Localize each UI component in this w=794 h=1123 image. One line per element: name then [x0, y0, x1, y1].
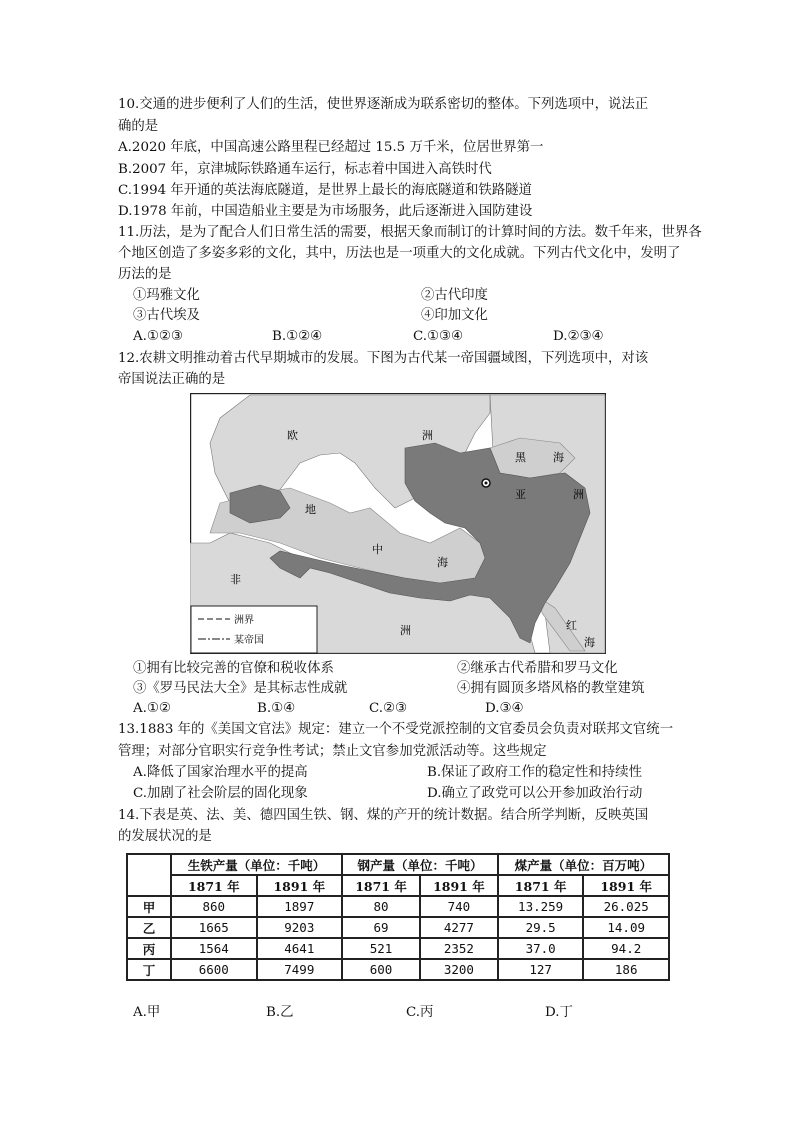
- label-black-1: 黑: [515, 451, 526, 464]
- q10-stem-line1: 10.交通的进步便利了人们的生活，使世界逐渐成为联系密切的整体。下列选项中，说法正: [118, 97, 649, 112]
- year-cell: 1871 年: [342, 875, 420, 896]
- empire-territory-map: [190, 393, 606, 654]
- table-cell: 29.5: [498, 917, 584, 938]
- q12-option-b: B.①④: [257, 701, 296, 716]
- table-row: [127, 938, 669, 959]
- q13-option-d: D.确立了政党可以公开参加政治行动: [427, 786, 643, 801]
- q12-item-4: ④拥有圆顶多塔风格的教堂建筑: [457, 681, 645, 696]
- row-label: 丙: [127, 938, 171, 959]
- table-cell: 600: [342, 959, 420, 980]
- year-cell: 1891 年: [420, 875, 498, 896]
- q11-option-a: A.①②③: [133, 329, 183, 344]
- q11-stem-line1: 11.历法，是为了配合人们日常生活的需要，根据天象而制订的计算时间的方法。数千年来，世界各: [118, 225, 702, 240]
- q11-item-1: ①玛雅文化: [133, 288, 200, 303]
- q11-item-4: ④印加文化: [421, 308, 488, 323]
- year-cell: 1871 年: [171, 875, 257, 896]
- q12-item-1: ①拥有比较完善的官僚和税收体系: [133, 661, 334, 676]
- year-cell: 1891 年: [583, 875, 669, 896]
- header-coal: 煤产量（单位：百万吨）: [498, 854, 669, 875]
- q13-option-c: C.加剧了社会阶层的固化现象: [133, 786, 308, 801]
- q14-option-d: D.丁: [545, 1005, 573, 1020]
- q13-stem-line1: 13.1883 年的《美国文官法》规定：建立一个不受党派控制的文官委员会负责对联邦文官统一: [118, 722, 674, 737]
- q14-stem-line2: 的发展状况的是: [118, 829, 212, 844]
- q11-item-3: ③古代埃及: [133, 308, 200, 323]
- table-row: [127, 959, 669, 980]
- q12-item-2: ②继承古代希腊和罗马文化: [457, 661, 618, 676]
- q12-item-3: ③《罗马民法大全》是其标志性成就: [133, 681, 348, 696]
- table-row: [127, 896, 669, 917]
- table-cell: 9203: [257, 917, 343, 938]
- table-cell: 13.259: [498, 896, 584, 917]
- row-label: 乙: [127, 917, 171, 938]
- q11-option-b: B.①②④: [272, 329, 323, 344]
- q12-option-a: A.①②: [133, 701, 171, 716]
- label-med-2: 中: [372, 543, 383, 556]
- label-med-3: 海: [437, 556, 448, 569]
- table-cell: 37.0: [498, 938, 584, 959]
- q12-stem-line1: 12.农耕文明推动着古代早期城市的发展。下图为古代某一帝国疆域图，下列选项中，对该: [118, 351, 649, 366]
- q11-option-d: D.②③④: [553, 329, 604, 344]
- table-corner-cell: [127, 854, 171, 896]
- q10-option-d: D.1978 年前，中国造船业主要是为市场服务，此后逐渐进入国防建设: [118, 204, 533, 219]
- q14-option-c: C.丙: [406, 1005, 434, 1020]
- table-cell: 7499: [257, 959, 343, 980]
- table-header-row: [127, 854, 669, 875]
- label-black-2: 海: [553, 451, 564, 464]
- table-cell: 4641: [257, 938, 343, 959]
- legend-empire-label: 某帝国: [234, 635, 264, 646]
- table-cell: 6600: [171, 959, 257, 980]
- row-label: 丁: [127, 959, 171, 980]
- label-med-1: 地: [305, 503, 316, 516]
- q10-option-c: C.1994 年开通的英法海底隧道，是世界上最长的海底隧道和铁路隧道: [118, 183, 532, 198]
- q13-stem-line2: 管理；对部分官职实行竞争性考试；禁止文官参加党派活动等。这些规定: [118, 744, 547, 759]
- q10-stem-line2: 确的是: [118, 119, 159, 134]
- q12-option-d: D.③④: [485, 701, 524, 716]
- label-europe-1: 欧: [287, 429, 298, 442]
- q14-stem-line1: 14.下表是英、法、美、德四国生铁、钢、煤的产开的统计数据。结合所学判断，反映英国: [118, 808, 649, 823]
- legend-boundary-label: 洲界: [234, 615, 254, 626]
- table-cell: 1564: [171, 938, 257, 959]
- table-cell: 740: [420, 896, 498, 917]
- production-table: [126, 853, 670, 981]
- label-asia-2: 洲: [573, 488, 584, 501]
- label-red-2: 海: [584, 636, 595, 649]
- q10-option-b: B.2007 年，京津城际铁路通车运行，标志着中国进入高铁时代: [118, 162, 492, 177]
- q12-stem-line2: 帝国说法正确的是: [118, 372, 226, 387]
- q13-option-a: A.降低了国家治理水平的提高: [133, 765, 308, 780]
- label-asia-1: 亚: [515, 488, 526, 501]
- q11-stem-line2: 个地区创造了多姿多彩的文化，其中，历法也是一项重大的文化成就。下列古代文化中，发明了: [118, 246, 681, 261]
- year-cell: 1871 年: [498, 875, 584, 896]
- label-europe-2: 洲: [422, 429, 433, 442]
- table-cell: 186: [583, 959, 669, 980]
- row-label: 甲: [127, 896, 171, 917]
- table-cell: 2352: [420, 938, 498, 959]
- table-cell: 26.025: [583, 896, 669, 917]
- table-cell: 94.2: [583, 938, 669, 959]
- q11-item-2: ②古代印度: [421, 288, 488, 303]
- q14-option-b: B.乙: [266, 1005, 294, 1020]
- label-africa-2: 洲: [400, 624, 411, 637]
- table-cell: 3200: [420, 959, 498, 980]
- q13-option-b: B.保证了政府工作的稳定性和持续性: [427, 765, 642, 780]
- label-red-1: 红: [566, 619, 577, 632]
- table-cell: 521: [342, 938, 420, 959]
- table-cell: 860: [171, 896, 257, 917]
- header-steel: 钢产量（单位：千吨）: [342, 854, 498, 875]
- table-cell: 80: [342, 896, 420, 917]
- label-africa-1: 非: [230, 573, 241, 586]
- table-cell: 4277: [420, 917, 498, 938]
- table-row: [127, 917, 669, 938]
- q12-option-c: C.②③: [369, 701, 408, 716]
- q11-option-c: C.①③④: [413, 329, 464, 344]
- year-cell: 1891 年: [257, 875, 343, 896]
- q10-option-a: A.2020 年底，中国高速公路里程已经超过 15.5 万千米，位居世界第一: [118, 140, 544, 155]
- q11-stem-line3: 历法的是: [118, 267, 172, 282]
- table-cell: 69: [342, 917, 420, 938]
- table-year-row: [127, 875, 669, 896]
- q14-option-a: A.甲: [133, 1005, 161, 1020]
- table-cell: 14.09: [583, 917, 669, 938]
- table-cell: 1665: [171, 917, 257, 938]
- table-cell: 127: [498, 959, 584, 980]
- header-pig-iron: 生铁产量（单位：千吨）: [171, 854, 342, 875]
- table-cell: 1897: [257, 896, 343, 917]
